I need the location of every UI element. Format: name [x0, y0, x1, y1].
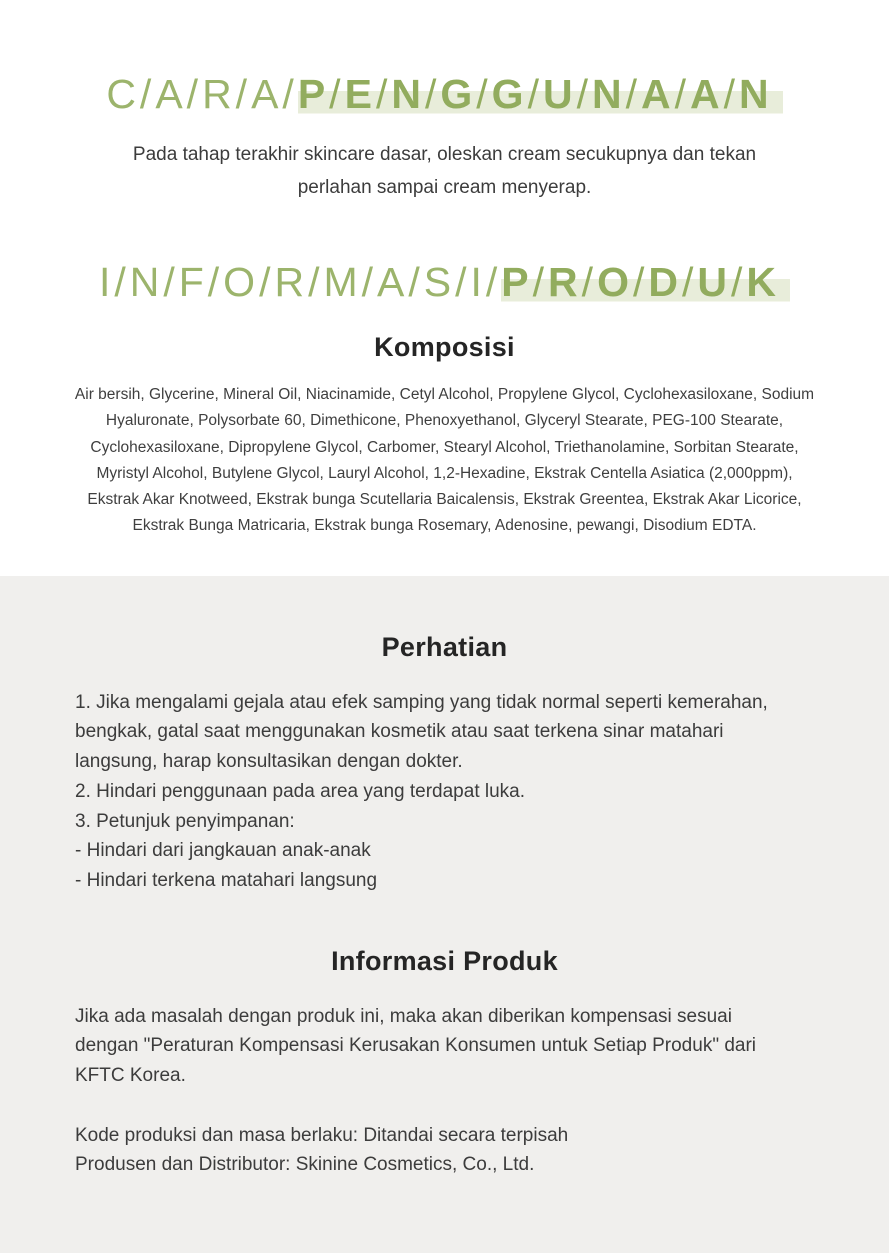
ingredients-list	[0, 382, 889, 540]
product-info-line: Jika ada masalah dengan produk ini, maka akan diberikan kompensasi sesuai	[75, 1005, 732, 1027]
ingredients-line: Ekstrak Bunga Matricaria, Ekstrak bunga Rosemary, Adenosine, pewangi, Disodium EDTA.	[132, 517, 757, 535]
notice-gray-section	[0, 576, 889, 1253]
product-info-text	[75, 1002, 814, 1180]
usage-description-line: Pada tahap terakhir skincare dasar, oleskan cream secukupnya dan tekan	[132, 144, 757, 165]
perhatian-line: - Hindari dari jangkauan anak-anak	[75, 840, 371, 862]
product-info-line: Kode produksi dan masa berlaku: Ditandai secara terpisah	[75, 1124, 569, 1146]
product-info-line: Produsen dan Distributor: Skinine Cosmetics, Co., Ltd.	[75, 1154, 535, 1176]
perhatian-line: - Hindari terkena matahari langsung	[75, 870, 378, 891]
product-info-line: dengan "Peraturan Kompensasi Kerusakan Konsumen untuk Setiap Produk" dari	[75, 1035, 757, 1057]
ingredients-line: Myristyl Alcohol, Butylene Glycol, Lauryl Alcohol, 1,2-Hexadine, Ekstrak Centella Asiatica (2,000ppm),	[96, 464, 793, 482]
usage-description-line: perlahan sampai cream menyerap.	[297, 177, 592, 198]
perhatian-line: 2. Hindari penggunaan pada area yang terdapat luka.	[75, 780, 526, 802]
ingredients-line: Ekstrak Akar Knotweed, Ekstrak bunga Scutellaria Baicalensis, Ekstrak Greentea, Ekstrak Akar Licorice,	[87, 491, 802, 509]
ingredients-line: Cyclohexasiloxane, Dipropylene Glycol, Carbomer, Stearyl Alcohol, Triethanolamine, Sorbitan Stearate,	[90, 438, 799, 456]
perhatian-line: bengkak, gatal saat menggunakan kosmetik atau saat terkena sinar matahari	[75, 721, 724, 743]
cara-penggunaan-title-regular: C/A/R/A/	[106, 71, 298, 117]
perhatian-heading: Perhatian	[381, 631, 508, 662]
perhatian-list	[75, 688, 814, 896]
product-description-top-section	[0, 0, 889, 540]
cara-penggunaan-title	[0, 72, 889, 116]
cara-penggunaan-title-highlight: P/E/N/G/G/U/N/A/A/N	[298, 71, 783, 117]
perhatian-line: 3. Petunjuk penyimpanan:	[75, 810, 295, 832]
informasi-produk-title-highlight: P/R/O/D/U/K	[501, 259, 790, 305]
product-info-line: KFTC Korea.	[75, 1065, 186, 1087]
informasi-produk-section-heading: Informasi Produk	[331, 945, 558, 976]
komposisi-heading: Komposisi	[374, 332, 515, 362]
informasi-produk-title	[0, 260, 889, 304]
perhatian-line: langsung, harap konsultasikan dengan dokter.	[75, 751, 463, 773]
product-info-line	[75, 1091, 814, 1121]
informasi-produk-title-regular: I/N/F/O/R/M/A/S/I/	[98, 259, 502, 305]
ingredients-line: Air bersih, Glycerine, Mineral Oil, Niacinamide, Cetyl Alcohol, Propylene Glycol, Cyclohexasiloxane, Sodium	[74, 386, 815, 403]
ingredients-line: Hyaluronate, Polysorbate 60, Dimethicone, Phenoxyethanol, Glyceryl Stearate, PEG-100 Stearate,	[105, 412, 784, 430]
perhatian-line: 1. Jika mengalami gejala atau efek samping yang tidak normal seperti kemerahan,	[75, 691, 768, 713]
usage-description	[0, 138, 889, 204]
